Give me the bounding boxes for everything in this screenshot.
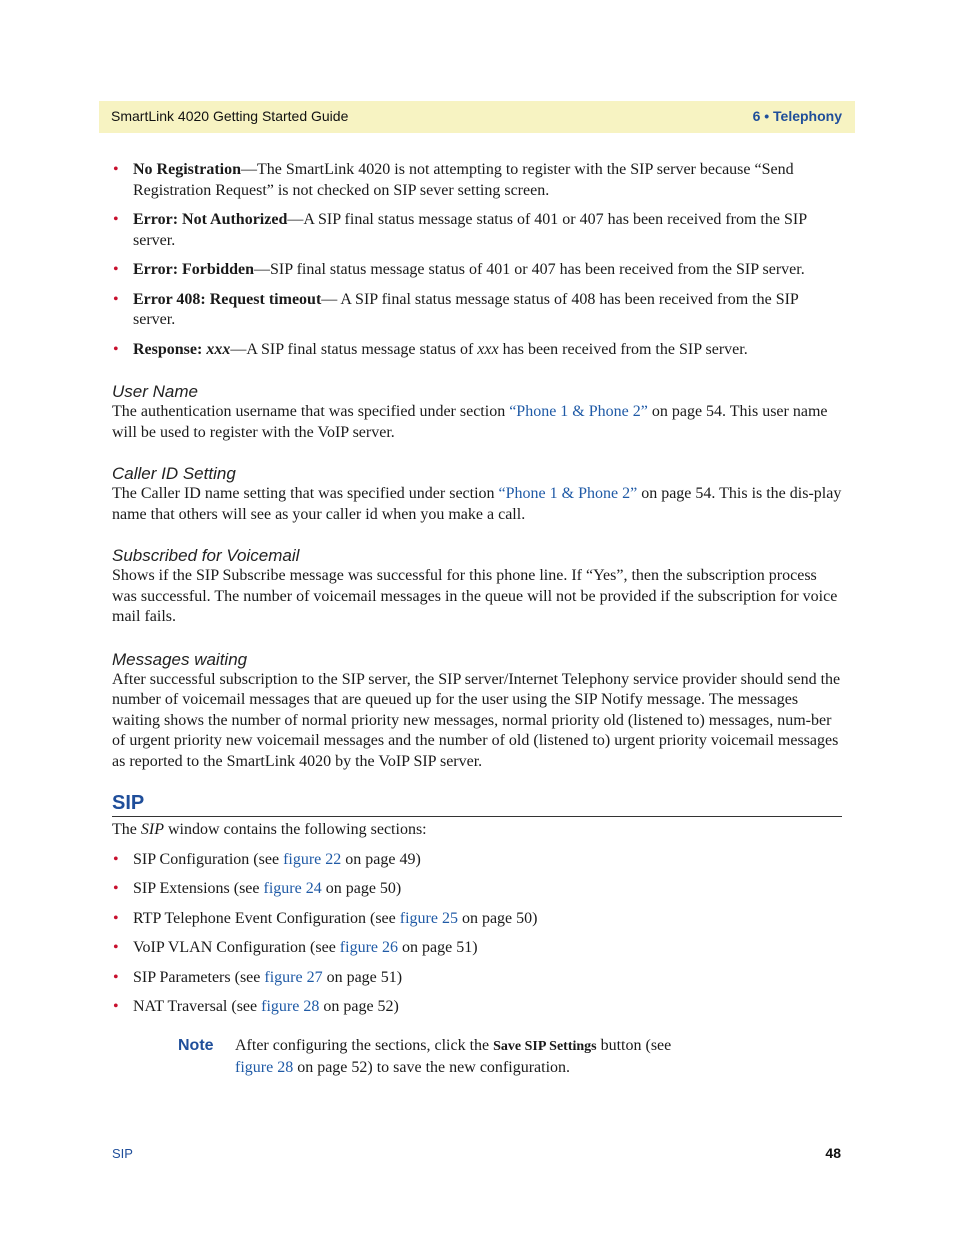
- status-item-response: [112, 340, 842, 361]
- figure-link[interactable]: figure 27: [264, 968, 323, 986]
- bullet-icon: •: [113, 909, 119, 927]
- bullet-icon: •: [113, 290, 119, 308]
- figure-link[interactable]: figure 25: [399, 909, 458, 927]
- bullet-icon: •: [113, 161, 119, 178]
- status-term: Response:: [133, 340, 207, 358]
- user-name-text: The authentication username that was specified under section “Phone 1 & Phone 2” on page 54. This user name will be used to register with the VoIP server.: [112, 403, 828, 441]
- note-text-end: on page 52) to save the new configuration.: [293, 1058, 571, 1076]
- save-sip-settings-button-name: Save SIP Settings: [493, 1038, 597, 1054]
- figure-link[interactable]: figure 22: [283, 850, 342, 868]
- sip-section-heading: SIP: [112, 792, 842, 817]
- caller-id-heading: Caller ID Setting: [112, 464, 236, 483]
- footer-section: SIP: [112, 1146, 133, 1161]
- note-text: After configuring the sections, click the: [235, 1036, 494, 1054]
- status-variable: xxx: [477, 340, 499, 358]
- list-item: • SIP Parameters (see figure 27 on page 51): [112, 968, 842, 989]
- figure-link[interactable]: figure 26: [339, 939, 398, 956]
- note-text: button (see: [596, 1036, 672, 1054]
- bullet-icon: •: [113, 880, 119, 897]
- figure-link[interactable]: figure 28: [261, 998, 320, 1015]
- voicemail-heading: Subscribed for Voicemail: [112, 546, 300, 565]
- note-label: Note: [178, 1036, 214, 1054]
- document-title: SmartLink 4020 Getting Started Guide: [111, 108, 349, 124]
- sip-intro: The SIP window contains the following sections:: [112, 821, 427, 838]
- status-description: —A SIP final status message status of: [230, 340, 478, 358]
- list-item: • NAT Traversal (see figure 28 on page 52): [112, 997, 842, 1018]
- status-item-forbidden: [112, 260, 842, 281]
- page-number: 48: [825, 1145, 841, 1161]
- status-description: —The SmartLink 4020 is not attempting to register with the SIP server because “Send Registration Request” is not checked on SIP sever setting screen.: [133, 161, 794, 199]
- figure-link[interactable]: figure 28: [235, 1058, 294, 1076]
- status-term: Error 408: Request timeout: [133, 290, 322, 308]
- status-item-no-registration: [112, 160, 842, 201]
- bullet-icon: •: [113, 998, 119, 1015]
- page-content: [112, 160, 842, 1078]
- status-description: —A SIP final status message status of 401 or 407 has been received from the SIP server.: [133, 211, 807, 249]
- note-box: [112, 1035, 842, 1078]
- bullet-icon: •: [113, 968, 119, 986]
- status-list: [112, 160, 842, 360]
- sip-sections-list: [112, 850, 842, 1018]
- status-term: Error: Forbidden: [133, 261, 255, 278]
- status-item-request-timeout: [112, 290, 842, 331]
- chapter-title: 6 • Telephony: [752, 108, 842, 124]
- user-name-heading: User Name: [112, 382, 198, 401]
- bullet-icon: •: [113, 939, 119, 956]
- status-description-end: has been received from the SIP server.: [498, 340, 748, 358]
- messages-waiting-heading: Messages waiting: [112, 649, 248, 669]
- bullet-icon: •: [113, 211, 119, 228]
- list-item: • RTP Telephone Event Configuration (see figure 25 on page 50): [112, 909, 842, 930]
- status-item-not-authorized: [112, 210, 842, 251]
- list-item: • SIP Configuration (see figure 22 on page 49): [112, 850, 842, 871]
- messages-waiting-text: After successful subscription to the SIP server, the SIP server/Internet Telephony service provider should send the number of voicemail messages that are queued up for the user using the SIP Notify message. The messages waiting shows the number of normal priority new messages, normal priority old (listened to) messages, num-ber of urgent priority new voicemail messages and the number of old (listened to) urgent priority voicemail messages as reported to the SmartLink 4020 by the VoIP SIP server.: [112, 670, 841, 770]
- voicemail-text: Shows if the SIP Subscribe message was successful for this phone line. If “Yes”, then the subscription process was successful. The number of voicemail messages in the queue will not be provided if the subscription for voice mail fails.: [112, 567, 838, 625]
- status-term: No Registration: [133, 161, 241, 178]
- list-item: • VoIP VLAN Configuration (see figure 26 on page 51): [112, 938, 842, 959]
- status-description: —SIP final status message status of 401 or 407 has been received from the SIP server.: [254, 261, 805, 278]
- running-header: [99, 101, 855, 133]
- caller-id-text: The Caller ID name setting that was specified under section “Phone 1 & Phone 2” on page 54. This is the dis-play name that others will see as your caller id when you make a call.: [112, 485, 842, 523]
- status-term: Error: Not Authorized: [133, 211, 288, 228]
- phone-link[interactable]: “Phone 1 & Phone 2”: [509, 403, 648, 420]
- bullet-icon: •: [113, 261, 119, 278]
- phone-link[interactable]: “Phone 1 & Phone 2”: [498, 485, 638, 502]
- status-term-variable: xxx: [206, 340, 231, 358]
- list-item: • SIP Extensions (see figure 24 on page 50): [112, 879, 842, 900]
- status-description: — A SIP final status message status of 408 has been received from the SIP server.: [133, 290, 799, 328]
- figure-link[interactable]: figure 24: [263, 880, 322, 897]
- bullet-icon: •: [113, 850, 119, 868]
- bullet-icon: •: [113, 340, 119, 358]
